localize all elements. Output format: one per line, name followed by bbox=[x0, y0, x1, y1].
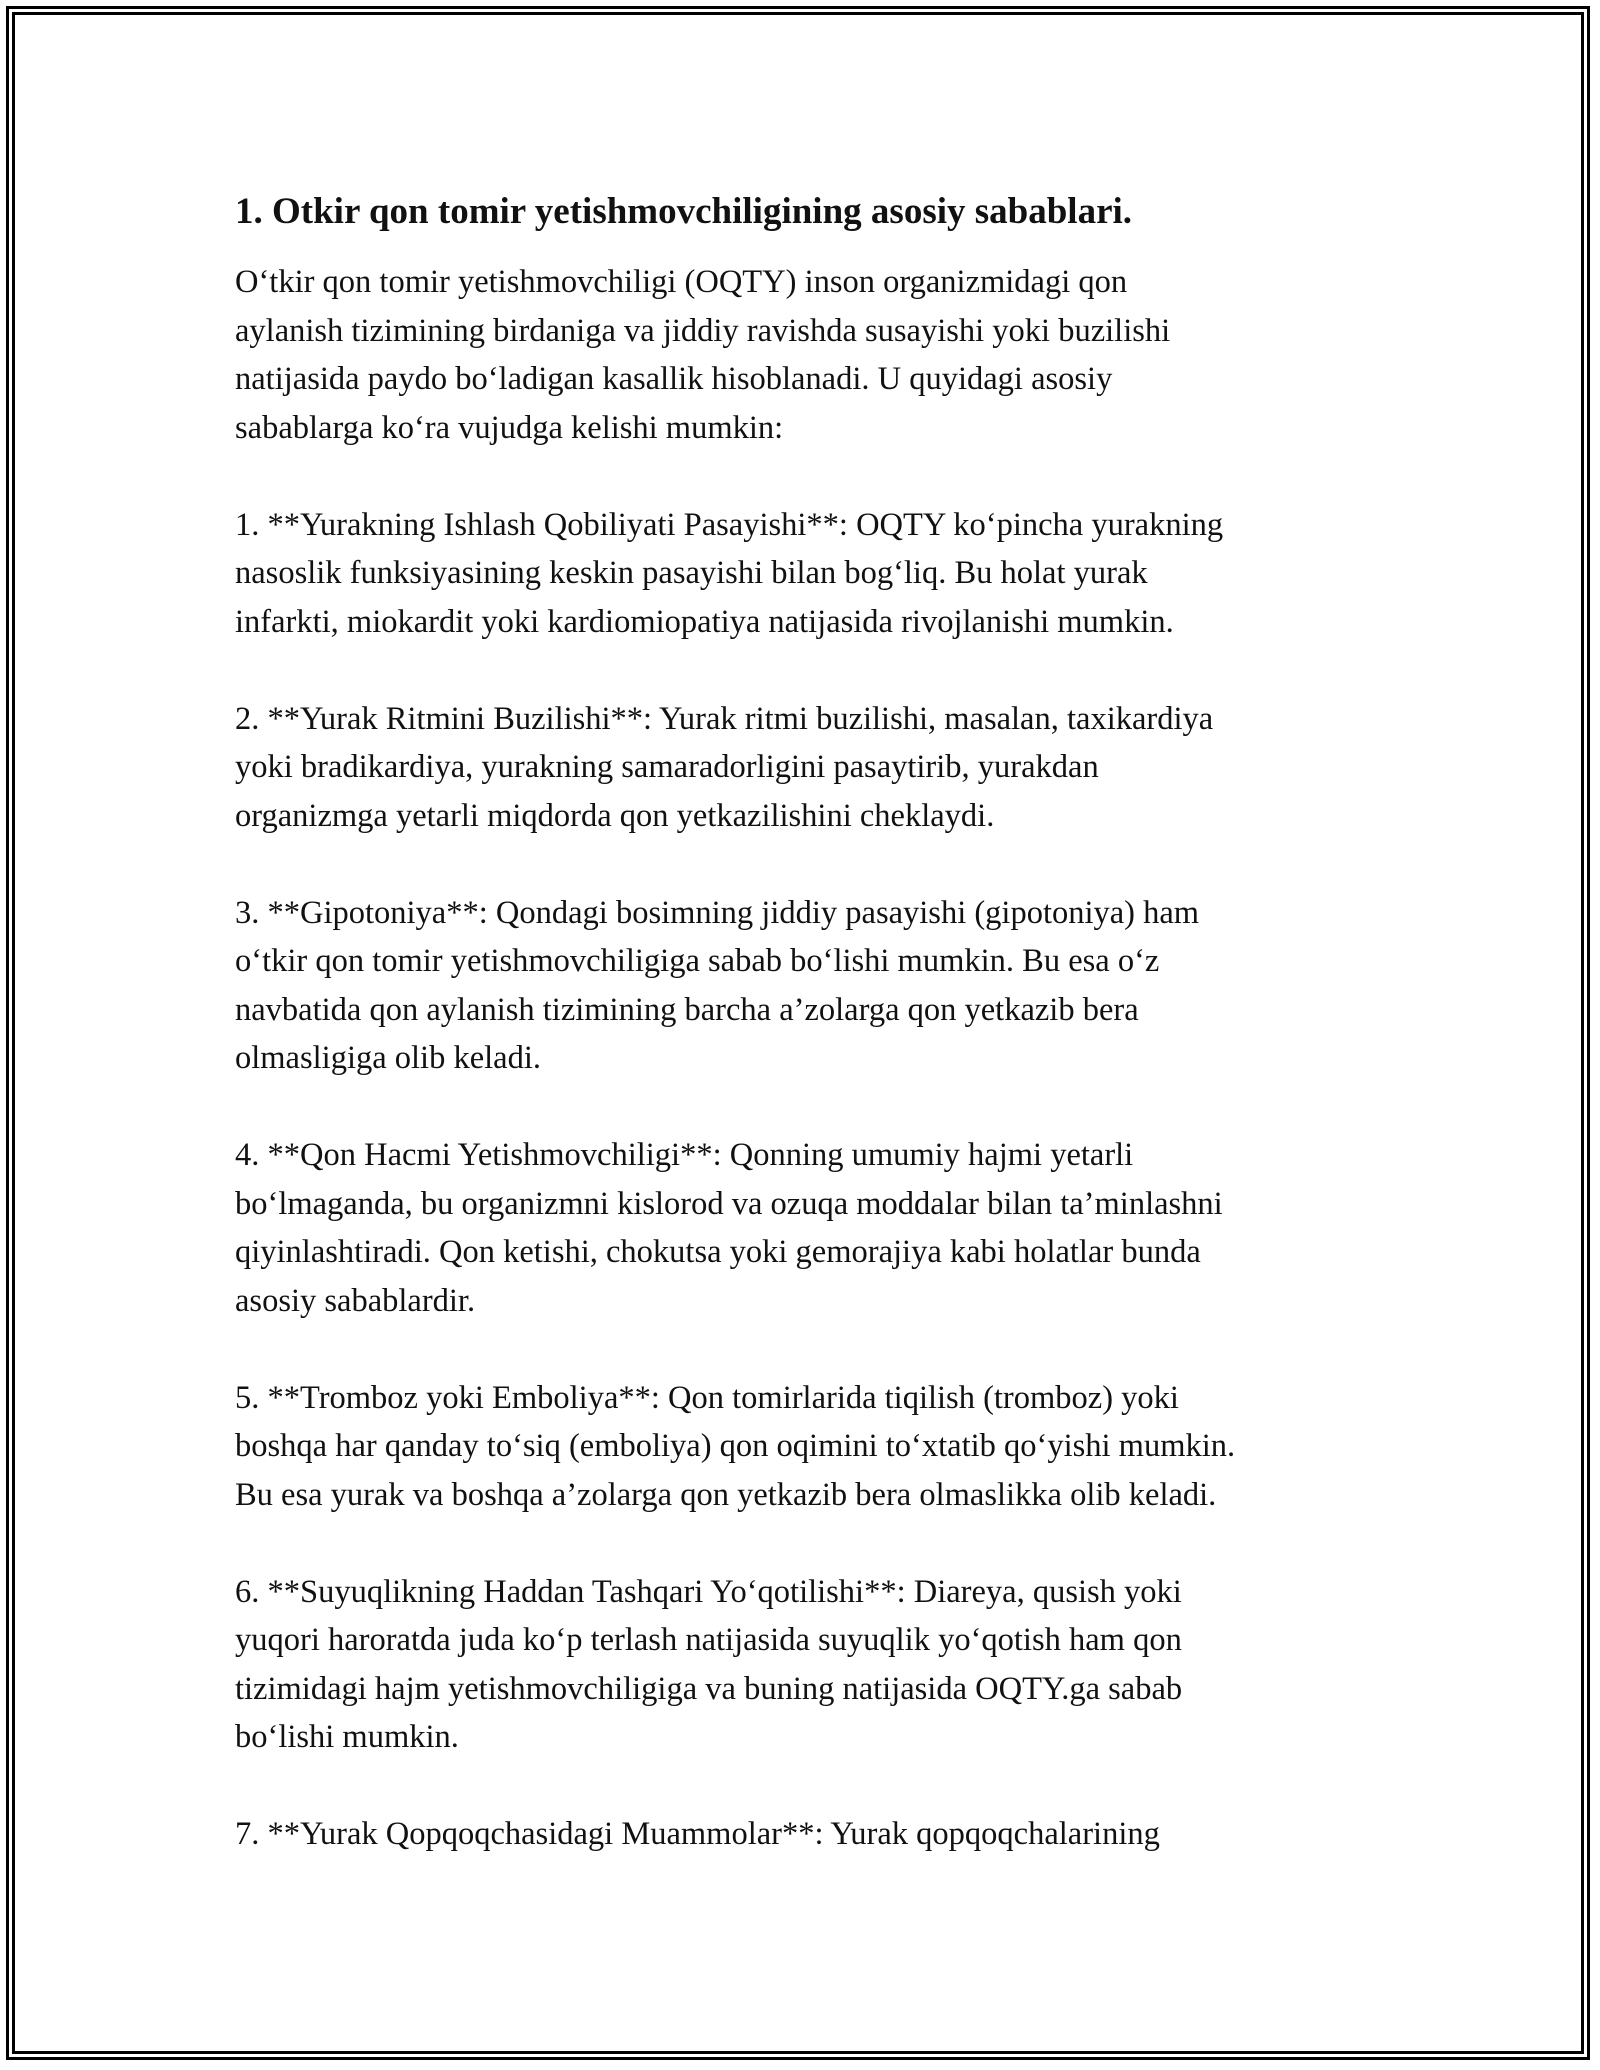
list-item-3: 3. **Gipotoniya**: Qondagi bosimning jiddiy pasayishi (gipotoniya) ham o‘tkir qon tomir yetishmovchiligiga sabab bo‘lishi mumkin. Bu esa o‘z navbatida qon aylanish tizimining barcha a’zolarga qon yetkazib bera olmasligiga olib keladi. bbox=[235, 894, 1200, 1076]
document-heading: 1. Otkir qon tomir yetishmovchiligining asosiy sabablari. bbox=[235, 191, 1133, 232]
list-item-5: 5. **Tromboz yoki Emboliya**: Qon tomirlarida tiqilish (tromboz) yoki boshqa har qanday to‘siq (emboliya) qon oqimini to‘xtatib qo‘yishi mumkin. Bu esa yurak va boshqa a’zolarga qon yetkazib bera olmaslikka olib keladi. bbox=[235, 1379, 1236, 1513]
list-item-7: 7. **Yurak Qopqoqchasidagi Muammolar**: Yurak qopqoqchalarining bbox=[235, 1816, 1160, 1852]
document-body bbox=[235, 180, 1375, 1907]
list-item-1: 1. **Yurakning Ishlash Qobiliyati Pasayishi**: OQTY ko‘pincha yurakning nasoslik funksiyasining keskin pasayishi bilan bog‘liq. Bu holat yurak infarkti, miokardit yoki kardiomiopatiya natijasida rivojlanishi mumkin. bbox=[235, 506, 1224, 640]
list-item-6: 6. **Suyuqlikning Haddan Tashqari Yo‘qotilishi**: Diareya, qusish yoki yuqori haroratda juda ko‘p terlash natijasida suyuqlik yo‘qotish ham qon tizimidagi hajm yetishmovchiligiga va buning natijasida OQTY.ga sabab bo‘lishi mumkin. bbox=[235, 1573, 1183, 1755]
list-item-2: 2. **Yurak Ritmini Buzilishi**: Yurak ritmi buzilishi, masalan, taxikardiya yoki bradikardiya, yurakning samaradorligini pasaytirib, yurakdan organizmga yetarli miqdorda qon yetkazilishini cheklaydi. bbox=[235, 700, 1214, 834]
intro-paragraph: O‘tkir qon tomir yetishmovchiligi (OQTY) inson organizmidagi qon aylanish tizimining birdaniga va jiddiy ravishda susayishi yoki buzilishi natijasida paydo bo‘ladigan kasallik hisoblanadi. U quyidagi asosiy sabablarga ko‘ra vujudga kelishi mumkin: bbox=[235, 264, 1171, 446]
list-item-4: 4. **Qon Hacmi Yetishmovchiligi**: Qonning umumiy hajmi yetarli bo‘lmaganda, bu organizmni kislorod va ozuqa moddalar bilan ta’minlashni qiyinlashtiradi. Qon ketishi, chokutsa yoki gemorajiya kabi holatlar bunda asosiy sabablardir. bbox=[235, 1137, 1223, 1319]
